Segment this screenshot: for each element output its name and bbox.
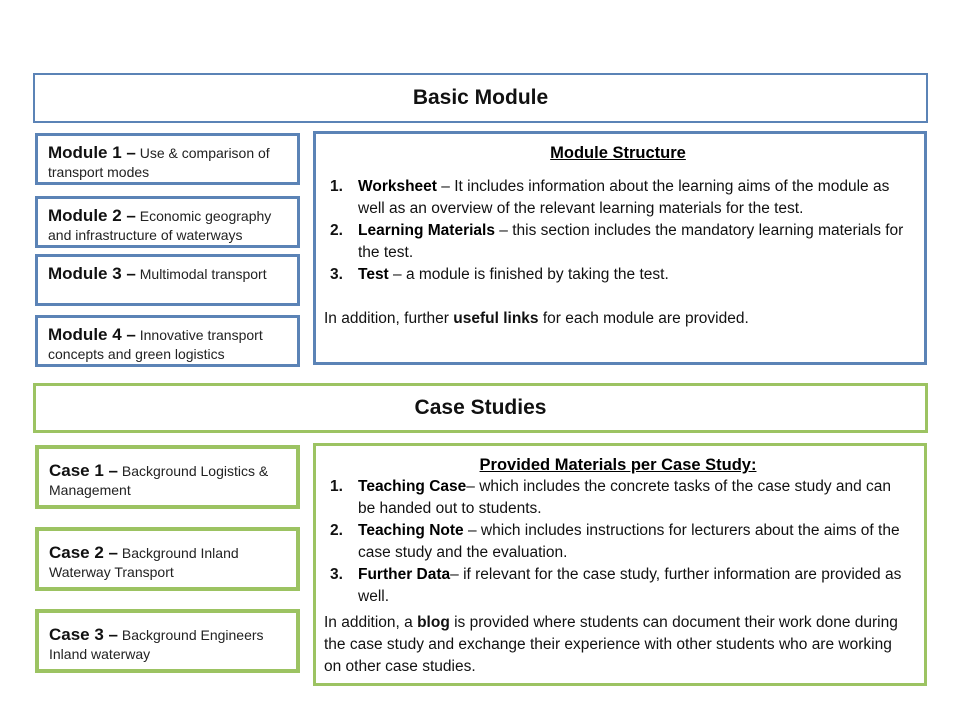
structure-item-1-number: 1. xyxy=(330,178,343,195)
materials-item-2-number: 2. xyxy=(330,522,343,539)
module-3-desc: Multimodal transport xyxy=(139,266,267,282)
provided-materials-heading: Provided Materials per Case Study: xyxy=(479,456,757,474)
case-1-label: Case 1 – xyxy=(49,461,118,480)
case-studies-title-box xyxy=(33,383,928,433)
module-2-box xyxy=(35,196,300,248)
structure-item-3 xyxy=(324,264,912,286)
case-2-desc: Background Inland Waterway Transport xyxy=(49,545,239,580)
case-3-box xyxy=(35,609,300,673)
module-1-box xyxy=(35,133,300,185)
module-4-label: Module 4 – xyxy=(48,325,136,344)
module-4-box xyxy=(35,315,300,367)
case-3-label: Case 3 – xyxy=(49,625,118,644)
case-studies-title: Case Studies xyxy=(414,396,547,419)
case-3-desc: Background Engineers Inland waterway xyxy=(49,627,264,662)
case-1-desc: Background Logistics & Management xyxy=(49,463,269,498)
structure-item-1 xyxy=(324,176,912,220)
module-3-box xyxy=(35,254,300,306)
materials-item-1-number: 1. xyxy=(330,478,343,495)
module-3-label: Module 3 – xyxy=(48,264,136,283)
module-2-desc: Economic geography and infrastructure of waterways xyxy=(48,208,272,243)
structure-item-2-number: 2. xyxy=(330,222,343,239)
structure-item-1-text: Worksheet – It includes information about the learning aims of the module as well as an overview of the relevant learning materials for the test. xyxy=(358,178,890,217)
structure-item-3-text: Test – a module is finished by taking the test. xyxy=(358,266,669,283)
provided-materials-box xyxy=(313,443,927,686)
materials-item-3-text: Further Data– if relevant for the case study, further information are provided as well. xyxy=(358,566,902,605)
materials-item-3 xyxy=(324,564,912,608)
structure-item-3-number: 3. xyxy=(330,266,343,283)
materials-item-3-number: 3. xyxy=(330,566,343,583)
module-1-label: Module 1 – xyxy=(48,143,136,162)
structure-item-2-text: Learning Materials – this section includes the mandatory learning materials for the test. xyxy=(358,222,904,261)
materials-item-1 xyxy=(324,476,912,520)
module-2-label: Module 2 – xyxy=(48,206,136,225)
structure-note: In addition, further useful links for each module are provided. xyxy=(324,310,749,327)
module-4-desc: Innovative transport concepts and green logistics xyxy=(48,327,263,362)
materials-item-2 xyxy=(324,520,912,564)
module-structure-heading: Module Structure xyxy=(550,144,686,162)
module-1-desc: Use & comparison of transport modes xyxy=(48,145,270,180)
basic-module-title-box xyxy=(33,73,928,123)
structure-item-2 xyxy=(324,220,912,264)
case-2-box xyxy=(35,527,300,591)
materials-note: In addition, a blog is provided where students can document their work done during the case study and exchange their experience with other students who are working on other case studies. xyxy=(324,614,898,675)
materials-item-1-text: Teaching Case– which includes the concrete tasks of the case study and can be handed out to students. xyxy=(358,478,892,517)
basic-module-title: Basic Module xyxy=(412,86,549,109)
case-1-box xyxy=(35,445,300,509)
module-structure-box xyxy=(313,131,927,365)
materials-item-2-text: Teaching Note – which includes instructions for lecturers about the aims of the case study and the evaluation. xyxy=(358,522,900,561)
case-2-label: Case 2 – xyxy=(49,543,118,562)
